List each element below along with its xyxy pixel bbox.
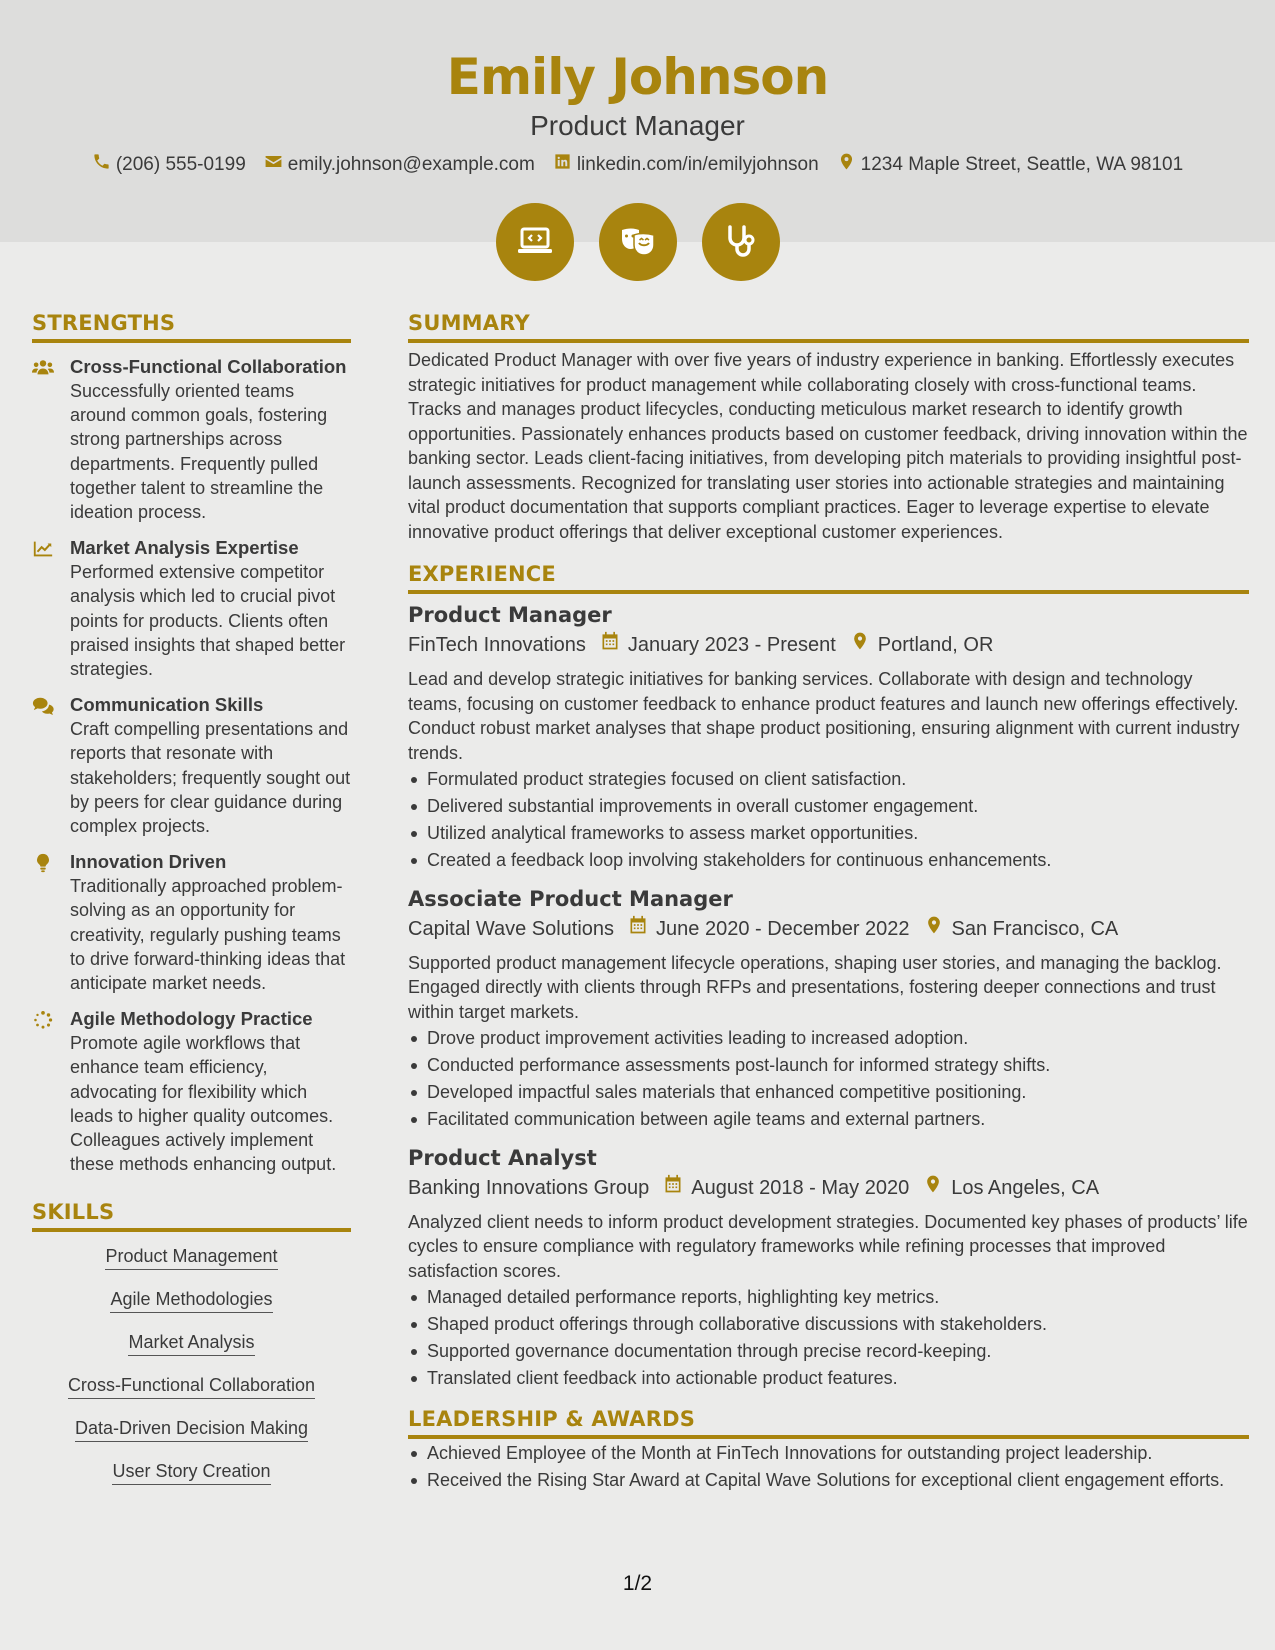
job-title: Product Manager: [408, 603, 612, 627]
job-meta: [408, 915, 1249, 943]
job-company: Capital Wave Solutions: [408, 917, 615, 940]
job-meta: [408, 631, 1249, 659]
bullet-item: Created a feedback loop involving stakeholders for continuous enhancements.: [408, 848, 1249, 873]
skill-item: Agile Methodologies: [110, 1289, 272, 1313]
contact-address: [837, 152, 1184, 177]
spinner-icon: [32, 1007, 56, 1176]
comments-icon: [32, 693, 56, 838]
email-text[interactable]: emily.johnson@example.com: [287, 153, 535, 175]
contact-linkedin: [553, 152, 819, 177]
theater-masks-icon: [599, 203, 677, 281]
contact-phone: [92, 152, 246, 177]
map-marker-icon: [837, 152, 856, 177]
strength-title: Market Analysis Expertise: [70, 537, 299, 559]
bullet-item: Facilitated communication between agile teams and external partners.: [408, 1107, 1249, 1132]
strengths-heading: STRENGTHS: [32, 311, 351, 343]
skill-item: Market Analysis: [128, 1332, 254, 1356]
map-marker-icon: [836, 631, 878, 659]
bullet-item: Received the Rising Star Award at Capital Wave Solutions for exceptional client engagement efforts.: [408, 1468, 1249, 1493]
strength-title: Innovation Driven: [70, 851, 227, 873]
phone-icon: [92, 152, 111, 177]
job-description: Supported product management lifecycle operations, shaping user stories, and managing the backlog. Engaged directly with clients through RFPs and presentations, fostering deeper connections and trust within target markets.: [408, 952, 1222, 1022]
strength-title: Communication Skills: [70, 694, 264, 716]
experience-heading: EXPERIENCE: [408, 562, 1249, 594]
candidate-role: Product Manager: [530, 110, 745, 141]
map-marker-icon: [909, 1174, 951, 1202]
summary-heading: SUMMARY: [408, 311, 1249, 343]
bullet-item: Shaped product offerings through collaborative discussions with stakeholders.: [408, 1312, 1249, 1337]
job-title: Product Analyst: [408, 1145, 597, 1170]
bullet-item: Conducted performance assessments post-launch for informed strategy shifts.: [408, 1053, 1249, 1078]
contact-email: [264, 152, 535, 177]
bullet-item: Utilized analytical frameworks to assess market opportunities.: [408, 821, 1249, 846]
job-location: San Francisco, CA: [951, 917, 1119, 940]
job-dates: January 2023 - Present: [627, 634, 836, 656]
bullet-item: Formulated product strategies focused on client satisfaction.: [408, 767, 1249, 792]
job-location: Portland, OR: [877, 634, 994, 656]
skill-item: User Story Creation: [112, 1461, 270, 1485]
envelope-icon: [264, 152, 283, 177]
job-bullets: [408, 1026, 1249, 1132]
strength-text: Traditionally approached problem-solving as an opportunity for creativity, regularly pushing teams to drive forward-thinking ideas that anticipate market needs.: [70, 876, 346, 994]
strength-item: [32, 536, 351, 681]
job-entry: [408, 885, 1249, 1132]
job-description: Analyzed client needs to inform product development strategies. Documented key phases of products’ life cycles to ensure compliance with regulatory frameworks while refining processes that improved satisfaction scores.: [408, 1211, 1248, 1281]
job-company: FinTech Innovations: [408, 634, 586, 656]
calendar-icon: [649, 1174, 691, 1202]
job-entry: [408, 601, 1249, 873]
linkedin-text[interactable]: linkedin.com/in/emilyjohnson: [576, 153, 819, 175]
page-number: 1/2: [622, 1572, 653, 1595]
strength-title: Agile Methodology Practice: [70, 1008, 313, 1030]
leadership-list: [408, 1441, 1249, 1493]
bullet-item: Developed impactful sales materials that enhanced competitive positioning.: [408, 1080, 1249, 1105]
strength-title: Cross-Functional Collaboration: [70, 356, 347, 377]
skill-item: Product Management: [105, 1246, 277, 1270]
badge-row: [0, 203, 1275, 281]
strength-text: Performed extensive competitor analysis which led to crucial pivot points for products. Clients often praised insights that shaped better strategies.: [70, 562, 346, 680]
job-location: Los Angeles, CA: [951, 1176, 1100, 1199]
calendar-icon: [586, 631, 628, 659]
address-text: 1234 Maple Street, Seattle, WA 98101: [860, 153, 1184, 175]
linkedin-icon: [553, 152, 572, 177]
lightbulb-icon: [32, 850, 56, 995]
skill-item: Cross-Functional Collaboration: [68, 1375, 315, 1399]
map-marker-icon: [910, 915, 952, 943]
skills-list: [32, 1246, 351, 1485]
job-title: Associate Product Manager: [408, 886, 733, 911]
strength-item: [32, 850, 351, 995]
phone-text[interactable]: (206) 555-0199: [115, 153, 246, 175]
leadership-heading: LEADERSHIP & AWARDS: [408, 1407, 1249, 1439]
strength-text: Craft compelling presentations and reports that resonate with stakeholders; frequently sought out by peers for clear guidance during complex projects.: [70, 719, 351, 837]
bullet-item: Translated client feedback into actionable product features.: [408, 1366, 1249, 1391]
bullet-item: Supported governance documentation through precise record-keeping.: [408, 1339, 1249, 1364]
laptop-code-icon: [496, 203, 574, 281]
users-icon: [32, 355, 56, 524]
job-dates: June 2020 - December 2022: [656, 917, 910, 940]
candidate-name: Emily Johnson: [446, 48, 829, 106]
job-bullets: [408, 1285, 1249, 1391]
job-description: Lead and develop strategic initiatives for banking services. Collaborate with design and technology teams, focusing on customer feedback to enhance product features and launch new offerings effectively. Conduct robust market analyses that shape product positioning, ensuring alignment with current industry trends.: [408, 669, 1240, 763]
summary-text: Dedicated Product Manager with over five years of industry experience in banking. Effortlessly executes strategic initiatives for product management while collaborating closely with cross-functional teams. Tracks and manages product lifecycles, conducting meticulous market research to identify growth opportunities. Passionately enhances products based on customer feedback, driving innovation within the banking sector. Leads client-facing initiatives, from developing pitch materials to providing insightful post-launch assessments. Recognized for translating user stories into actionable strategies and maintaining vital product documentation that supports compliant practices. Eager to leverage expertise to elevate innovative product offerings that deliver exceptional customer experiences.: [408, 350, 1248, 542]
job-company: Banking Innovations Group: [408, 1176, 650, 1199]
left-column: [32, 311, 351, 1485]
strength-text: Promote agile workflows that enhance team efficiency, advocating for flexibility which leads to higher quality outcomes. Colleagues actively implement these methods enhancing output.: [70, 1033, 337, 1175]
strength-item: [32, 355, 351, 524]
calendar-icon: [614, 915, 656, 943]
job-bullets: [408, 767, 1249, 873]
strength-text: Successfully oriented teams around common goals, fostering strong partnerships across departments. Frequently pulled together talent to streamline the ideation process.: [70, 381, 328, 523]
strength-item: [32, 1007, 351, 1176]
skills-heading: SKILLS: [32, 1200, 351, 1232]
job-entry: [408, 1144, 1249, 1391]
contact-row: [0, 152, 1275, 177]
bullet-item: Delivered substantial improvements in overall customer engagement.: [408, 794, 1249, 819]
skill-item: Data-Driven Decision Making: [75, 1418, 308, 1442]
bullet-item: Achieved Employee of the Month at FinTech Innovations for outstanding project leadership.: [408, 1441, 1249, 1466]
bullet-item: Managed detailed performance reports, highlighting key metrics.: [408, 1285, 1249, 1310]
job-meta: [408, 1174, 1249, 1202]
right-column: [408, 311, 1249, 1495]
job-dates: August 2018 - May 2020: [691, 1176, 910, 1199]
strength-item: [32, 693, 351, 838]
bullet-item: Drove product improvement activities leading to increased adoption.: [408, 1026, 1249, 1051]
stethoscope-icon: [702, 203, 780, 281]
chart-line-icon: [32, 536, 56, 681]
